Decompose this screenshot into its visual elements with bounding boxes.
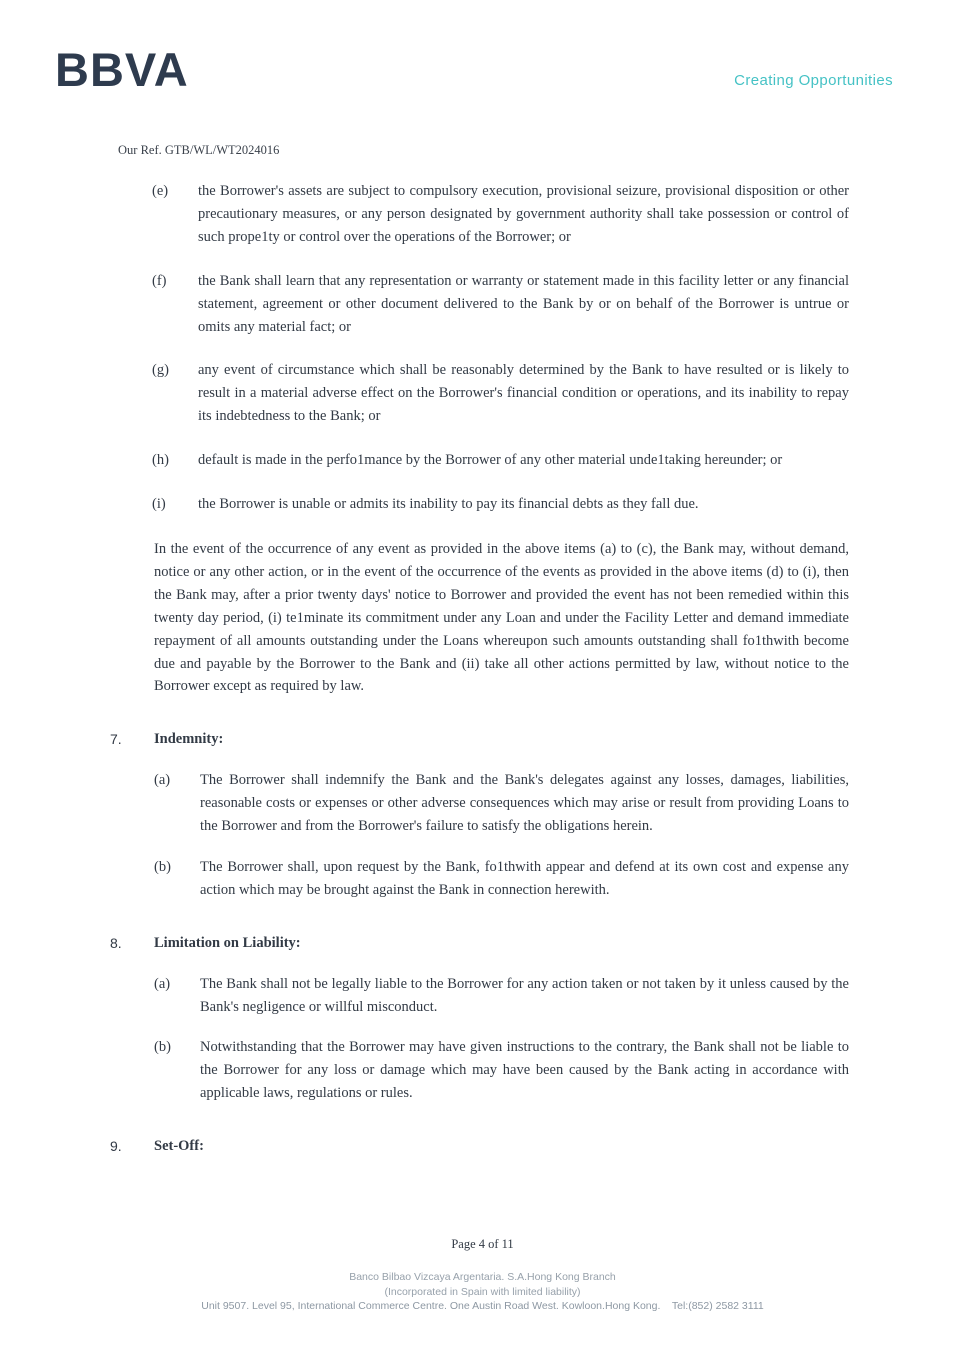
item-label: (b) [154,1039,171,1056]
section-7-item-a [154,769,849,838]
remedies-paragraph: In the event of the occurrence of any event as provided in the above items (a) to (c), the Bank may, without demand, notice or any other action, or in the event of the occurrence of the events as provided in the above items (d) to (i), then the Bank may, after a prior twenty days' notice to Borrower and provided the event has not been remedied within this twenty day period, (i) te1minate its commitment under any Loan and under the Facility Letter and demand immediate repayment of all amounts outstanding under the Loans whereupon such amounts outstanding shall fo1thwith become due and payable by the Borrower to the Bank and (ii) take all other actions permitted by law, without notice to the Borrower except as required by law. [154,540,849,695]
bank-address: Unit 9507. Level 95, International Commerce Centre. One Austin Road West. Kowloon.Hong Kong. Tel:(852) 2582 3111 [201,1299,764,1312]
item-label: (a) [154,772,171,789]
clause-label: (g) [152,362,169,379]
clause-e [152,180,849,249]
document-body [0,158,965,1158]
section-7 [110,728,849,901]
clause-label: (i) [152,496,166,513]
bank-name: Banco Bilbao Vizcaya Argentaria. S.A.Hong Kong Branch [349,1271,616,1284]
clause-text: the Bank shall learn that any representation or warranty or statement made in this facility letter or any financial statement, agreement or other document delivered to the Bank by or on behalf of the Borrower is untrue or omits any material fact; or [198,272,849,335]
footer-bank-info [0,1270,965,1313]
section-number: 7. [110,731,122,748]
incorporation-note: (Incorporated in Spain with limited liability) [384,1285,581,1298]
section-title: Set-Off: [154,1138,204,1155]
section-9 [110,1135,849,1158]
page-number: Page 4 of 11 [451,1237,514,1252]
clause-g [152,359,849,428]
clause-label: (e) [152,183,169,199]
section-7-item-b [154,856,849,902]
section-heading [110,728,849,751]
clause-label: (h) [152,452,169,469]
item-label: (a) [154,975,171,992]
section-8-item-a [154,973,849,1019]
section-8-item-b [154,1036,849,1105]
clause-f [152,270,849,339]
item-text: The Borrower shall indemnify the Bank and the Bank's delegates against any losses, damages, liabilities, reasonable costs or expenses or other adverse consequences which may arise or result from providing Loans to the Borrower and from the Borrower's failure to satisfy the obligations herein. [200,772,849,835]
brand-tagline: Creating Opportunities [734,72,893,89]
page-footer [0,1237,965,1313]
reference-number: Our Ref. GTB/WL/WT2024016 [118,143,280,157]
item-text: The Borrower shall, upon request by the Bank, fo1thwith appear and defend at its own cost and expense any action which may be brought against the Bank in connection herewith. [200,858,849,898]
section-title: Indemnity: [154,731,224,748]
clause-text: the Borrower is unable or admits its inability to pay its financial debts as they fall due. [198,496,699,513]
clause-text: default is made in the perfo1mance by the Borrower of any other material unde1taking hereunder; or [198,452,783,469]
bbva-logo: BBVA [55,43,189,96]
section-heading [110,1135,849,1158]
clause-i [152,493,849,516]
section-number: 9. [110,1138,122,1155]
clause-h [152,449,849,472]
item-label: (b) [154,858,171,875]
clause-text: any event of circumstance which shall be reasonably determined by the Bank to have resulted or is likely to result in a material adverse effect on the Borrower's financial condition or operations, and its inability to repay its indebtedness to the Bank; or [198,362,849,425]
item-text: Notwithstanding that the Borrower may have given instructions to the contrary, the Bank shall not be liable to the Borrower for any loss or damage which may have been caused by the Bank acting in accordance with applicable laws, regulations or rules. [200,1039,849,1102]
section-number: 8. [110,934,122,951]
item-text: The Bank shall not be legally liable to the Borrower for any action taken or not taken by it unless caused by the Bank's negligence or willful misconduct. [200,975,849,1015]
clause-text: the Borrower's assets are subject to compulsory execution, provisional seizure, provisional disposition or other precautionary measures, or any person designated by government authority shall take possession or control of such prope1ty or control over the operations of the Borrower; or [198,183,849,245]
section-heading [110,932,849,955]
section-title: Limitation on Liability: [154,934,301,951]
section-8 [110,932,849,1105]
page-header [0,0,965,96]
clause-label: (f) [152,272,167,289]
